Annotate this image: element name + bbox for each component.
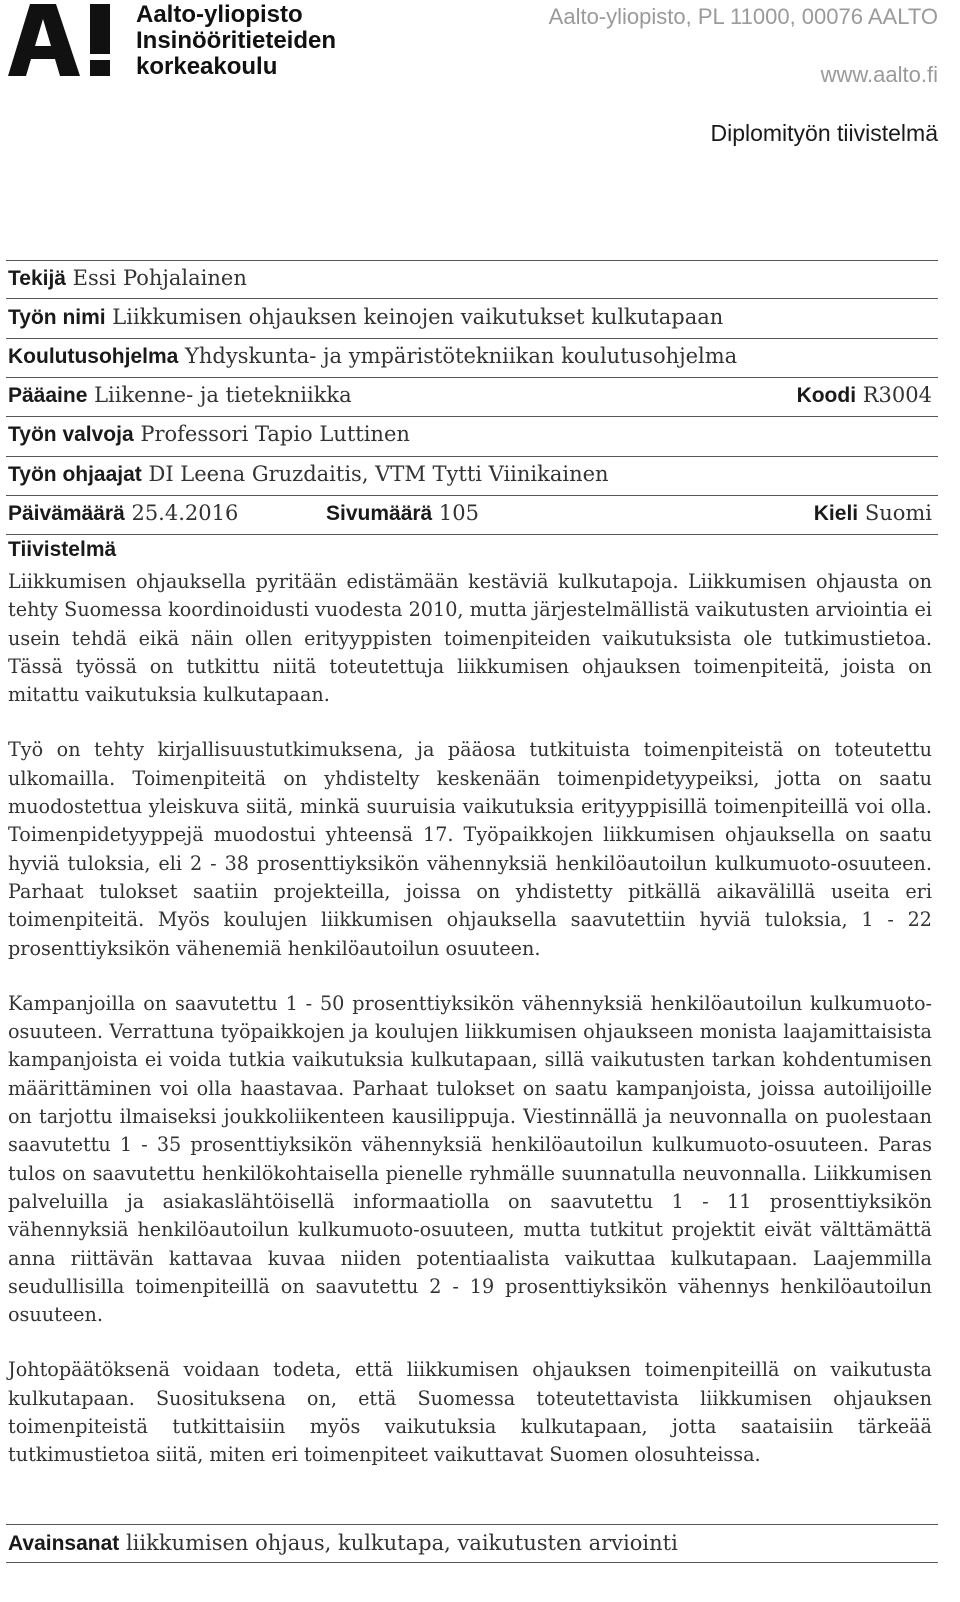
divider (6, 1524, 938, 1525)
abstract-paragraph: Liikkumisen ohjauksella pyritään edistämään kestäviä kulkutapoja. Liikkumisen ohjausta on tehty Suomessa koordinoidusti vuodesta 2010, mutta järjestelmällistä vaikutusten arviointia ei usein tehdä eikä näin ollen erityyppisten toimenpiteiden vaikutuksista ole tutkimustietoa. Tässä työssä on tutkittu niitä toteutettuja liikkumisen ohjauksen toimenpiteitä, joista on mitattu vaikutuksia kulkutapaan. (8, 570, 932, 707)
pages-value: 105 (438, 501, 480, 525)
abstract-paragraph: Työ on tehty kirjallisuustutkimuksena, ja pääosa tutkituista toimenpiteistä on toteutettu ulkomailla. Toimenpiteitä on yhdistelty keskenään toimenpidetyypeiksi, jotta on saatu muodostettua yleiskuva siitä, minkä suuruisia vaikutuksia erityyppisillä toimenpiteillä voi olla. Toimenpidetyyppejä muodostui yhteensä 17. Työpaikkojen liikkumisen ohjauksella on saatu hyviä tuloksia, eli 2 - 38 prosenttiyksikön vähennyksiä henkilöautoilun kulkumuoto-osuuteen. Parhaat tulokset saatiin projekteilla, joissa on yhdistetty pitkällä aikavälillä useita eri toimenpiteitä. Myös koulujen liikkumisen ohjauksella saavutettiin hyviä tuloksia, 1 - 22 prosenttiyksikön vähenemiä henkilöautoilun osuuteen. (8, 738, 932, 960)
major-label: Pääaine (8, 384, 88, 407)
abstract-paragraph: Johtopäätöksenä voidaan todeta, että liikkumisen ohjauksen toimenpiteillä on vaikutusta kulkutapaan. Suosituksena on, että Suomessa toteutettavista liikkumisen ohjauksen toimenpiteistä tutkittaisiin myös vaikutuksia kulkutapaan, jotta saataisiin tärkeää tutkimustietoa siitä, miten eri toimenpiteet vaikuttavat Suomen olosuhteissa. (8, 1358, 932, 1467)
divider (6, 1562, 938, 1563)
website-link[interactable]: www.aalto.fi (820, 62, 938, 87)
aalto-logo-icon (8, 2, 118, 78)
pages-field (326, 500, 479, 527)
divider (6, 338, 938, 339)
title-value: Liikkumisen ohjauksen keinojen vaikutukset kulkutapaan (112, 305, 724, 329)
abstract-heading: Tiivistelmä (8, 538, 117, 561)
date-pages-language-row (8, 500, 932, 527)
supervisor-row (8, 421, 932, 448)
pages-label: Sivumäärä (326, 502, 433, 525)
keywords-label: Avainsanat (8, 1532, 120, 1555)
divider (6, 495, 938, 496)
keywords-value: liikkumisen ohjaus, kulkutapa, vaikutusten arviointi (125, 1531, 678, 1555)
date-value: 25.4.2016 (131, 501, 239, 525)
language-label: Kieli (813, 502, 859, 525)
language-field (814, 500, 932, 527)
university-address: Aalto-yliopisto, PL 11000, 00076 AALTO (548, 4, 938, 29)
programme-row (8, 343, 932, 370)
major-row (8, 382, 932, 409)
supervisor-label: Työn valvoja (8, 423, 134, 446)
university-logo (8, 2, 368, 82)
language-value: Suomi (864, 501, 932, 525)
title-label: Työn nimi (8, 306, 106, 329)
author-label: Tekijä (8, 267, 66, 290)
divider (6, 534, 938, 535)
date-label: Päivämäärä (8, 502, 125, 525)
keywords-row (8, 1529, 932, 1558)
code-field (797, 382, 932, 409)
code-label: Koodi (796, 384, 857, 407)
logo-line-3: korkeakoulu (136, 53, 278, 80)
divider (6, 456, 938, 457)
divider (6, 298, 938, 299)
logo-line-1: Aalto-yliopisto (136, 1, 303, 28)
author-value: Essi Pohjalainen (72, 266, 247, 290)
document-type-title: Diplomityön tiivistelmä (710, 120, 938, 146)
advisors-label: Työn ohjaajat (8, 463, 142, 486)
advisors-value: DI Leena Gruzdaitis, VTM Tytti Viinikainen (148, 462, 609, 486)
major-value: Liikenne- ja tietekniikka (94, 383, 352, 407)
programme-label: Koulutusohjelma (8, 345, 179, 368)
abstract-paragraph: Kampanjoilla on saavutettu 1 - 50 prosenttiyksikön vähennyksiä henkilöautoilun kulkumuoto-osuuteen. Verrattuna työpaikkojen ja koulujen liikkumisen ohjaukseen monista laajamittaisista kampanjoista ei voida tutkia vaikutuksia kulkutapaan, sillä vaikutusten tarkan kohdentumisen määrittäminen voi olla haastavaa. Parhaat tulokset on saatu kampanjoista, joissa autoilijoille on tarjottu ilmaiseksi joukkoliikenteen kausilippuja. Viestinnällä ja neuvonnalla on puolestaan saavutettu 1 - 35 prosenttiyksikön vähennyksiä henkilöautoilun kulkumuoto-osuuteen. Paras tulos on saavutettu henkilökohtaisella pienelle ryhmälle suunnatulla neuvonnalla. Liikkumisen palveluilla ja asiakaslähtöisellä informaatiolla on saavutettu 1 - 11 prosenttiyksikön vähennyksiä henkilöautoilun kulkumuoto-osuuteen, mutta tutkitut projektit eivät välttämättä anna riittävän kattavaa kuvaa niiden potentiaalista vaikuttaa kulkutapaan. Laajemmilla seudullisilla toimenpiteillä on saavutettu 2 - 19 prosenttiyksikön vähennys henkilöautoilun osuuteen. (8, 991, 932, 1327)
title-row (8, 304, 932, 331)
advisors-row (8, 461, 932, 488)
logo-text (136, 2, 336, 80)
programme-value: Yhdyskunta- ja ympäristötekniikan koulutusohjelma (185, 344, 738, 368)
logo-line-2: Insinööritieteiden (136, 27, 337, 54)
author-row (8, 265, 932, 292)
divider (6, 260, 938, 261)
code-value: R3004 (862, 383, 932, 407)
abstract-body (8, 568, 932, 1497)
divider (6, 377, 938, 378)
supervisor-value: Professori Tapio Luttinen (140, 422, 410, 446)
divider (6, 416, 938, 417)
